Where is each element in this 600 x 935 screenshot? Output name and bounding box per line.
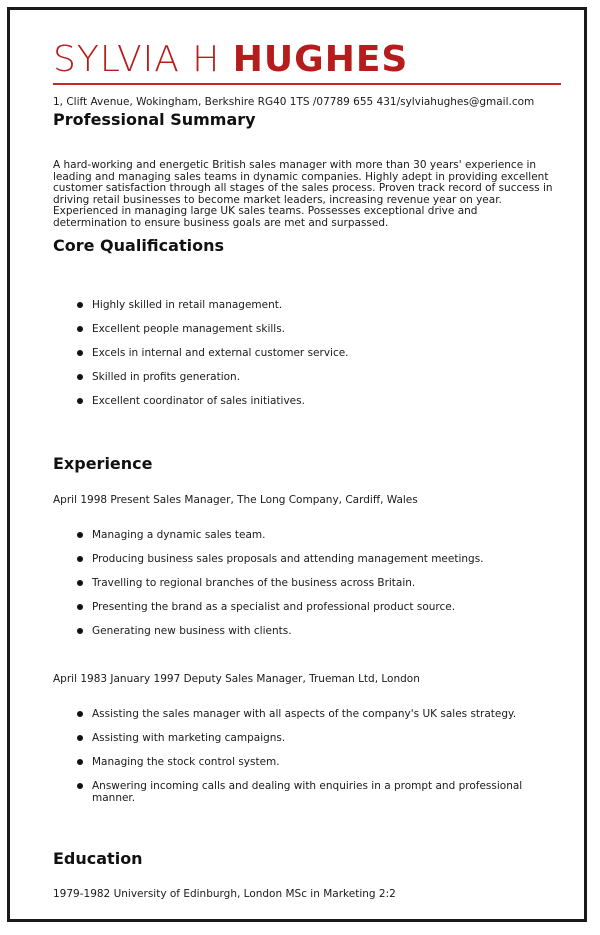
list-item: Producing business sales proposals and attending management meetings. (53, 553, 523, 577)
cv-page (7, 7, 587, 922)
list-item: Excels in internal and external customer service. (53, 347, 523, 371)
first-names: SYLVIA H (53, 39, 221, 80)
candidate-name (53, 40, 408, 80)
job-line-2: April 1983 January 1997 Deputy Sales Manager, Trueman Ltd, London (53, 673, 420, 685)
qualifications-heading: Core Qualifications (53, 236, 224, 255)
contact-details: 1, Clift Avenue, Wokingham, Berkshire RG40 1TS /07789 655 431/sylviahughes@gmail.com (53, 96, 535, 108)
list-item: Excellent people management skills. (53, 323, 523, 347)
list-item: Highly skilled in retail management. (53, 299, 523, 323)
last-name: HUGHES (232, 39, 409, 80)
qualifications-list (53, 299, 523, 419)
list-item: Presenting the brand as a specialist and professional product source. (53, 601, 523, 625)
list-item: Managing a dynamic sales team. (53, 529, 523, 553)
list-item: Answering incoming calls and dealing with enquiries in a prompt and professional manner. (53, 780, 523, 804)
summary-heading: Professional Summary (53, 110, 256, 129)
list-item: Skilled in profits generation. (53, 371, 523, 395)
job-1-duties (53, 529, 523, 649)
list-item: Assisting with marketing campaigns. (53, 732, 523, 756)
experience-heading: Experience (53, 454, 153, 473)
job-2-duties (53, 708, 523, 804)
summary-text: A hard-working and energetic British sales manager with more than 30 years' experience in leading and managing sales teams in dynamic companies. Highly adept in providing excellent customer satisfaction through all stages of the sales process. Proven track record of success in driving retail businesses to become market leaders, increasing revenue year on year. Experienced in managing large UK sales teams. Possesses exceptional drive and determination to ensure business goals are met and surpassed. (53, 159, 553, 229)
education-heading: Education (53, 849, 143, 868)
header-divider (53, 83, 561, 85)
list-item: Generating new business with clients. (53, 625, 523, 649)
list-item: Travelling to regional branches of the business across Britain. (53, 577, 523, 601)
education-line: 1979-1982 University of Edinburgh, London MSc in Marketing 2:2 (53, 888, 396, 900)
list-item: Assisting the sales manager with all aspects of the company's UK sales strategy. (53, 708, 523, 732)
list-item: Excellent coordinator of sales initiatives. (53, 395, 523, 419)
job-line-1: April 1998 Present Sales Manager, The Long Company, Cardiff, Wales (53, 494, 418, 506)
list-item: Managing the stock control system. (53, 756, 523, 780)
